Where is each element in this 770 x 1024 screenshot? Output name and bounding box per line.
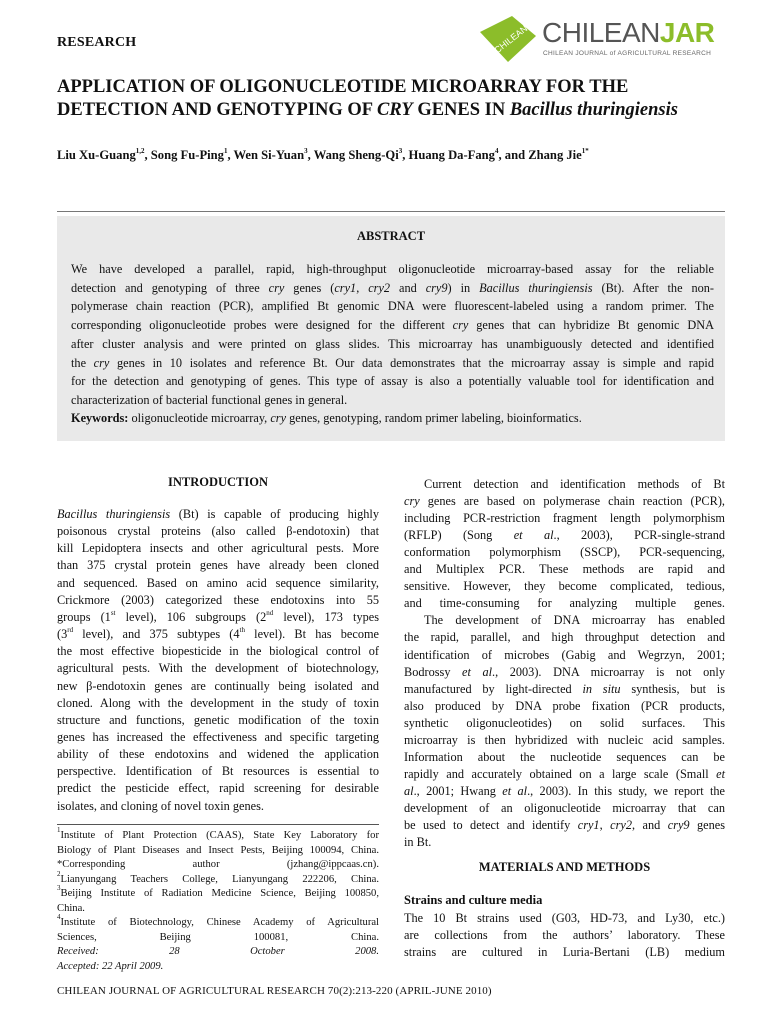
text-line: new β-endotoxin genes are continually being isolated and xyxy=(57,678,379,693)
text-line: Received: 28 October 2008. xyxy=(57,946,379,957)
paper-title xyxy=(57,76,727,122)
text-line: development of an oligonucleotide microarray that can xyxy=(404,800,725,815)
text-line: Biology of Plant Diseases and Insect Pests, Beijing 100094, China. xyxy=(57,844,379,856)
text-line: synthetic oligonucleotides) on solid surfaces. This xyxy=(404,715,725,730)
text-line: $^2$Lianyungang Teachers College, Lianyungang 222206, China. xyxy=(57,869,379,885)
text-line: $^1$Institute of Plant Protection (CAAS), State Key Laboratory for xyxy=(57,826,379,841)
text-line: Bodrossy et al., 2003). DNA microarray is not only xyxy=(404,664,725,679)
author: Song Fu-Ping xyxy=(150,148,224,162)
text-line: be used to detect and identify cry1, cry2, and cry9 genes xyxy=(404,818,726,832)
text-line: corresponding oligonucleotide probes were designed for the different cry genes that can hybridize Bt genomic DNA xyxy=(71,318,715,333)
text-line: Information about the nucleotide sequences can be xyxy=(404,749,725,764)
journal-logo xyxy=(478,11,728,64)
text-line: conformation polymorphism (SSCP), PCR-sequencing, xyxy=(404,545,725,560)
text-line: (3rd level), and 375 subtypes (4th level). Bt has become xyxy=(57,625,380,642)
text-line: kill Lepidoptera insects and other agricultural pests. More xyxy=(57,541,379,556)
text-line: characterization of bacterial functional genes in general. xyxy=(71,392,348,407)
text-line: $^3$Beijing Institute of Radiation Medicine Science, Beijing 100850, xyxy=(57,884,379,899)
abstract-heading: ABSTRACT xyxy=(356,229,426,243)
section-label: RESEARCH xyxy=(57,35,137,50)
text-line: after cluster analysis and were printed on glass slides. This microarray has unambiguously detected and identified xyxy=(71,336,714,351)
text-line: predict the pesticide effect, rapid screening for desirable xyxy=(57,781,379,796)
keywords xyxy=(71,411,714,426)
text-line: also produced by DNA probe fixation (PCR products, xyxy=(404,698,725,713)
title-line-2: DETECTION AND GENOTYPING OF CRY GENES IN Bacillus thuringiensis xyxy=(57,100,678,120)
journal-footer: CHILEAN JOURNAL OF AGRICULTURAL RESEARCH 70(2):213-220 (APRIL-JUNE 2010) xyxy=(57,985,492,997)
title-line-1: APPLICATION OF OLIGONUCLEOTIDE MICROARRAY FOR THE xyxy=(57,77,629,97)
text-line: (RFLP) (Song et al., 2003), PCR-single-strand xyxy=(404,528,726,543)
divider xyxy=(57,211,725,212)
methods-heading: MATERIALS AND METHODS xyxy=(478,860,651,874)
chilean-jar-logo-icon xyxy=(478,11,545,64)
keywords-label: Keywords: xyxy=(71,411,129,425)
text-line: including PCR-restriction fragment length polymorphism xyxy=(404,511,725,526)
text-line: polymerase chain reaction (PCR), amplified Bt genomic DNA were fluorescent-labeled using a random primer. The xyxy=(71,299,714,314)
logo-mark-text: CHILEAN JAR xyxy=(492,11,545,56)
text-line: cloned. Along with the development in the study of toxin xyxy=(57,695,379,710)
text-line: cry genes are based on polymerase chain reaction (PCR), xyxy=(404,494,725,509)
text-line: microarray is then hybridized with nucleic acid samples. xyxy=(404,732,725,747)
author-affiliation-mark: 3 xyxy=(304,146,308,155)
author-affiliation-mark: 3 xyxy=(398,146,403,155)
text-line: Sciences, Beijing 100081, China. xyxy=(57,931,379,943)
author-affiliation-mark: 1 xyxy=(223,146,228,155)
text-line: $^4$Institute of Biotechnology, Chinese Academy of Agricultural xyxy=(57,913,379,928)
text-line: sensitive. However, they become complicated, tedious, xyxy=(404,579,725,594)
text-line: detection and genotyping of three cry genes (cry1, cry2 and cry9) in Bacillus thuringiensis (Bt). After the non- xyxy=(71,280,714,295)
author: Zhang Jie xyxy=(528,148,582,162)
text-line: the most effective biopesticide in the biological control of xyxy=(57,644,379,659)
text-line: strains are cultured in Luria-Bertani (LB) medium xyxy=(404,945,725,959)
text-line: Crickmore (2003) categorized these endotoxins into 55 xyxy=(57,592,379,607)
text-line: and Multiplex PCR. These methods are rapid and xyxy=(404,562,725,577)
text-line: Accepted: 22 April 2009. xyxy=(57,960,164,972)
text-line: and sequenced. Based on amino acid sequence similarity, xyxy=(57,575,379,590)
text-line: genes has increased the effectiveness and specific targeting xyxy=(57,729,379,744)
text-line: agricultural pests. With the development of biotechnology, xyxy=(57,661,379,676)
strains-subheading: Strains and culture media xyxy=(404,893,543,907)
introduction-heading: INTRODUCTION xyxy=(167,475,268,489)
author: Liu Xu-Guang xyxy=(57,148,136,162)
text-line: al., 2001; Hwang et al., 2003). In this study, we report the xyxy=(404,783,725,798)
logo-word-a: CHILEAN xyxy=(542,17,660,48)
text-line: Bacillus thuringiensis (Bt) is capable of producing highly xyxy=(57,507,379,521)
author-affiliation-mark: 1,2 xyxy=(135,146,145,155)
text-line: *Corresponding author (jzhang@ippcaas.cn). xyxy=(57,859,379,870)
text-line: the rapid, parallel, and high throughput detection and xyxy=(404,630,725,645)
text-line: poisonous crystal proteins (also called β-endotoxin) that xyxy=(57,524,379,539)
text-line: Current detection and identification methods of Bt xyxy=(424,477,725,491)
text-line: than 375 crystal protein genes have already been cloned xyxy=(57,558,379,573)
author: Wang Sheng-Qi xyxy=(313,148,399,162)
author-affiliation-mark: 4 xyxy=(494,146,499,155)
footnote-divider xyxy=(57,824,379,825)
text-line: groups (1st level), 106 subgroups (2nd level), 173 types xyxy=(57,608,379,624)
text-line: identification of microbes (Gabig and Wegrzyn, 2001; xyxy=(404,647,725,662)
text-line: China. xyxy=(57,902,85,914)
text-line: The development of DNA microarray has enabled xyxy=(424,613,725,628)
text-line: perspective. Identification of Bt resources is essential to xyxy=(57,764,379,779)
text-line: are collections from the authors’ laboratory. These xyxy=(404,928,725,942)
text-line: ability of these endotoxins and widened the application xyxy=(57,747,379,762)
author-list: Liu Xu-Guang$^{1,2}$, Song Fu-Ping$^1$, Wen Si-Yuan$^3$, Wang Sheng-Qi$^3$, Huang Da-Fang$^4$, and Zhang Jie$^{1*}$ xyxy=(57,146,589,162)
author: Huang Da-Fang xyxy=(408,148,495,162)
logo-wordmark xyxy=(542,18,714,48)
text-line: manufactured by light-directed in situ synthesis, but is xyxy=(404,681,725,696)
text-line: structure and functions, genetic modification of the toxin xyxy=(57,712,379,727)
logo-word-b: JAR xyxy=(659,17,715,48)
text-line: the cry genes in 10 isolates and reference Bt. Our data demonstrates that the microarray assay is simple and rapid xyxy=(71,355,714,370)
text-line: We have developed a parallel, rapid, high-throughput oligonucleotide microarray-based assay for the reliable xyxy=(71,262,714,276)
text-line: for the detection and genotyping of genes. This type of assay is also a potentially valuable tool for identification and xyxy=(71,374,714,389)
author-affiliation-mark: 1* xyxy=(581,146,589,155)
logo-tagline: CHILEAN JOURNAL of AGRICULTURAL RESEARCH xyxy=(543,50,712,57)
text-line: and time-consuming for analyzing multiple genes. xyxy=(404,596,725,611)
keywords-text: oligonucleotide microarray, cry genes, genotyping, random primer labeling, bioinformatics. xyxy=(128,411,582,425)
text-line: isolates, and cloning of novel toxin genes. xyxy=(57,798,264,813)
text-line: The 10 Bt strains used (G03, HD-73, and Ly30, etc.) xyxy=(404,911,725,925)
text-line: rapidly and accurately obtained on a large scale (Small et xyxy=(404,766,725,781)
author: Wen Si-Yuan xyxy=(233,148,305,162)
text-line: in Bt. xyxy=(404,835,432,850)
